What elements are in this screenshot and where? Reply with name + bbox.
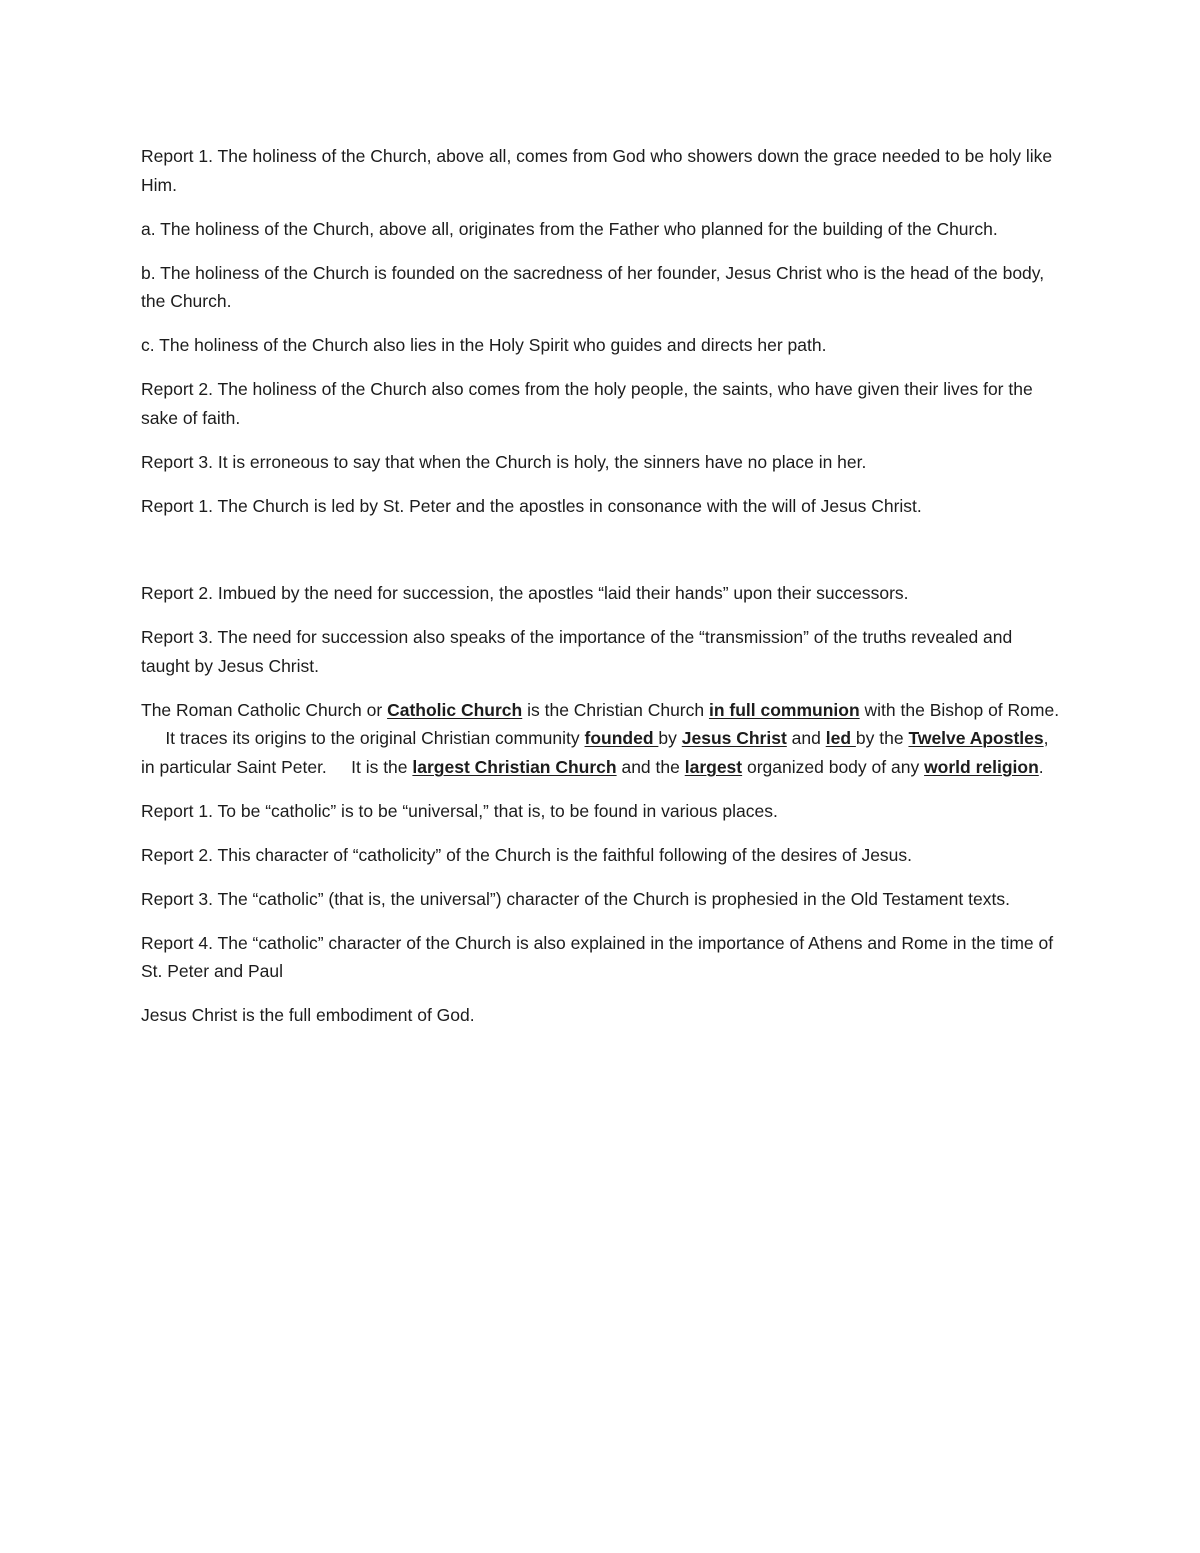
text-segment: with the Bishop of Rome. xyxy=(859,699,1060,720)
text-segment: by the xyxy=(855,728,909,748)
largest-link[interactable]: largest xyxy=(684,756,743,777)
apostolicity-report-1: Report 1. The Church is led by St. Peter and the apostles in consonance with the will of Jesus Christ. xyxy=(141,495,922,516)
full-communion-link[interactable]: in full communion xyxy=(708,699,860,720)
holiness-report-1: Report 1. The holiness of the Church, above all, comes from God who showers down the grace needed to be holy like Him. xyxy=(141,146,1053,195)
apostolicity-report-3: Report 3. The need for succession also speaks of the importance of the “transmission” of the truths revealed and taught by Jesus Christ. xyxy=(141,627,1013,676)
text-segment: It traces its origins to the original Christian community xyxy=(165,728,585,748)
text-segment: is the Christian Church xyxy=(522,699,709,720)
largest-christian-church-link[interactable]: largest Christian Church xyxy=(412,756,617,777)
led-link[interactable]: led xyxy=(825,728,856,748)
spacing xyxy=(141,728,165,748)
holiness-point-a: a. The holiness of the Church, above all, originates from the Father who planned for the building of the Church. xyxy=(141,218,998,239)
roman-catholic-paragraph xyxy=(141,696,1061,782)
text-segment: by xyxy=(658,728,682,748)
document-body xyxy=(141,142,1061,1045)
text-segment: , in particular Saint Peter. xyxy=(141,728,1049,777)
holiness-point-c: c. The holiness of the Church also lies in the Holy Spirit who guides and directs her path. xyxy=(141,335,827,355)
holiness-report-3: Report 3. It is erroneous to say that when the Church is holy, the sinners have no place in her. xyxy=(141,451,867,472)
world-religion-link[interactable]: world religion xyxy=(924,756,1039,777)
catholicity-report-1: Report 1. To be “catholic” is to be “universal,” that is, to be found in various places. xyxy=(141,800,778,821)
text-segment: It is the xyxy=(351,756,413,777)
text-segment: The Roman Catholic Church or xyxy=(141,699,388,720)
catholicity-report-3: Report 3. The “catholic” (that is, the universal”) character of the Church is prophesied in the Old Testament texts. xyxy=(141,888,1010,909)
spacing xyxy=(327,757,351,777)
text-segment: and the xyxy=(616,756,685,777)
text-segment: . xyxy=(1038,756,1044,777)
text-segment: and xyxy=(786,728,826,748)
twelve-apostles-link[interactable]: Twelve Apostles xyxy=(908,728,1044,748)
catholic-church-link[interactable]: Catholic Church xyxy=(387,699,523,720)
catholicity-report-4: Report 4. The “catholic” character of the Church is also explained in the importance of Athens and Rome in the time of St. Peter and Paul xyxy=(141,932,1054,981)
catholicity-report-2: Report 2. This character of “catholicity” of the Church is the faithful following of the desires of Jesus. xyxy=(141,844,913,865)
founded-link[interactable]: founded xyxy=(584,728,659,748)
closing-statement: Jesus Christ is the full embodiment of God. xyxy=(141,1005,475,1025)
holiness-report-2: Report 2. The holiness of the Church also comes from the holy people, the saints, who have given their lives for the sake of faith. xyxy=(141,379,1033,428)
holiness-point-b: b. The holiness of the Church is founded on the sacredness of her founder, Jesus Christ who is the head of the body, the Church. xyxy=(141,262,1045,311)
text-segment: organized body of any xyxy=(742,756,925,777)
apostolicity-report-2: Report 2. Imbued by the need for succession, the apostles “laid their hands” upon their successors. xyxy=(141,583,909,603)
jesus-christ-link[interactable]: Jesus Christ xyxy=(681,728,787,748)
